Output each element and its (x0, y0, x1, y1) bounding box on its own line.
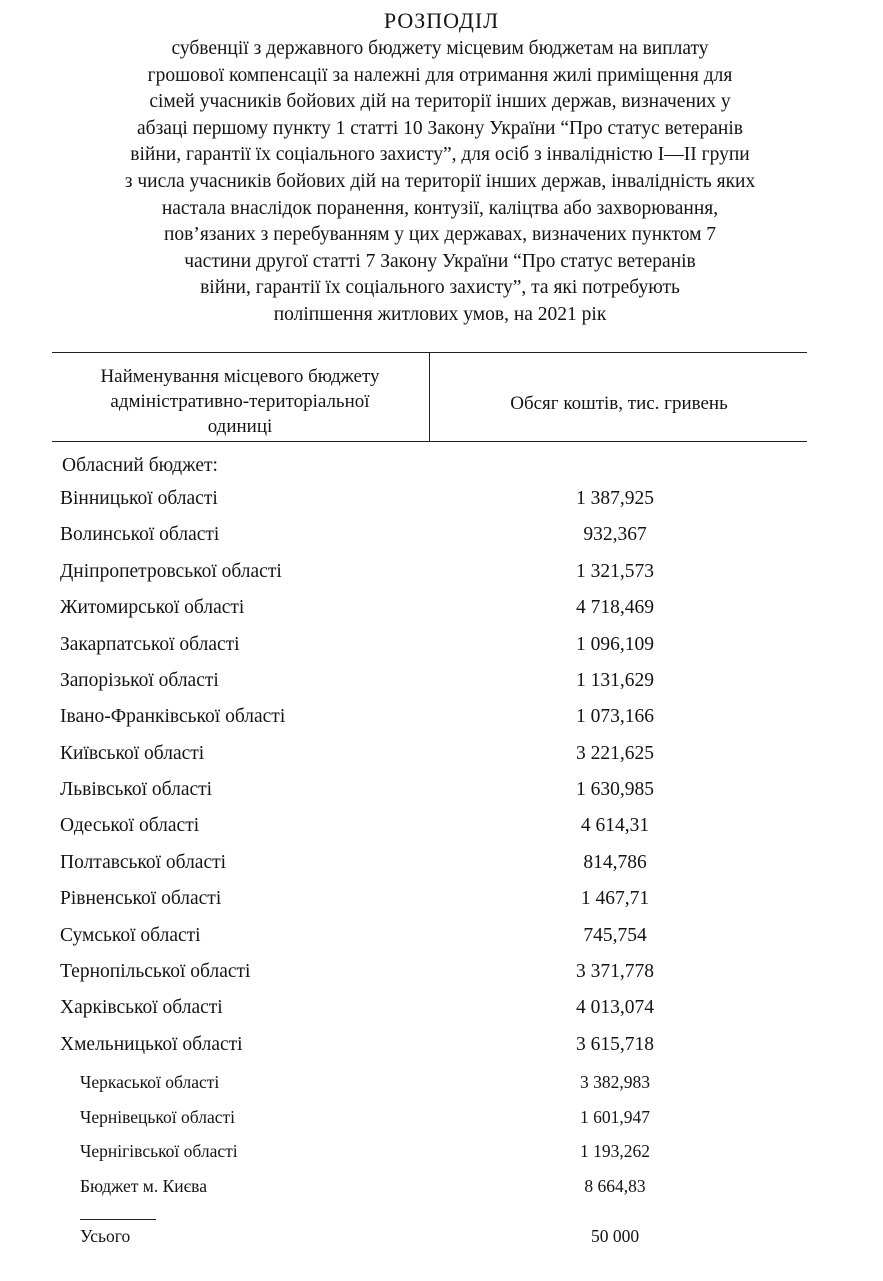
row-name: Черкаської області (80, 1072, 220, 1092)
subtitle-line: війни, гарантії їх соціального захисту”, та які потребують (200, 277, 680, 299)
subtitle-line: поліпшення житлових умов, на 2021 рік (273, 303, 607, 325)
table-row (0, 634, 883, 670)
row-name: Івано-Франківської області (60, 706, 286, 727)
column-header-budget-name (60, 364, 420, 439)
row-name: Київської області (60, 743, 205, 764)
table-row (0, 670, 883, 706)
row-name: Сумської області (60, 925, 201, 946)
document-subtitle (40, 36, 840, 329)
table-row (0, 925, 883, 961)
row-value: 1 073,166 (576, 706, 654, 727)
table-row (0, 815, 883, 851)
subtitle-line: субвенції з державного бюджету місцевим бюджетам на виплату (171, 38, 709, 59)
table-row (0, 852, 883, 888)
row-value: 1 096,109 (576, 634, 654, 655)
row-name: Тернопільської області (60, 961, 251, 982)
total-value: 50 000 (590, 1226, 640, 1246)
row-name: Бюджет м. Києва (80, 1176, 207, 1196)
row-value: 745,754 (583, 925, 647, 946)
row-name: Вінницької області (60, 488, 218, 509)
subtitle-line: частини другої статті 7 Закону України “Про статус ветеранів (184, 250, 696, 272)
row-value: 4 013,074 (576, 997, 654, 1018)
row-value: 3 382,983 (580, 1072, 650, 1092)
column-header-line: адміністративно-територіальної (110, 391, 370, 412)
table-header-divider (429, 352, 430, 442)
row-name: Житомирської області (60, 597, 245, 618)
table-row (0, 1176, 883, 1212)
column-header-amount: Обсяг коштів, тис. гривень (510, 393, 728, 414)
row-name: Рівненської області (60, 888, 222, 909)
table-row (0, 888, 883, 924)
subtitle-line: абзаці першому пункту 1 статті 10 Закону України “Про статус ветеранів (137, 117, 743, 139)
table-row (0, 743, 883, 779)
subtitle-line: сімей учасників бойових дій на території інших держав, визначених у (149, 91, 731, 113)
table-row (0, 779, 883, 815)
row-name: Львівської області (60, 779, 213, 800)
row-name: Полтавської області (60, 852, 227, 873)
row-value: 1 601,947 (580, 1107, 650, 1127)
row-value: 1 321,573 (576, 561, 654, 582)
row-name: Чернігівської області (80, 1141, 238, 1161)
table-row (0, 561, 883, 597)
subtitle-line: війни, гарантії їх соціального захисту”, для осіб з інвалідністю I—II групи (130, 144, 750, 166)
section-label-oblast-budget: Обласний бюджет: (62, 455, 218, 476)
subtitle-line: грошової компенсації за належні для отримання жилі приміщення для (147, 64, 733, 86)
subtitle-line: настала внаслідок поранення, контузії, каліцтва або захворювання, (161, 197, 719, 219)
row-value: 3 615,718 (576, 1034, 654, 1055)
row-value: 3 371,778 (576, 961, 654, 982)
table-row (0, 1141, 883, 1177)
subtitle-line: з числа учасників бойових дій на території інших держав, інвалідність яких (124, 170, 756, 192)
table-row (0, 1072, 883, 1108)
column-header-line: Найменування місцевого бюджету (100, 366, 380, 387)
table-row (0, 524, 883, 560)
row-value: 814,786 (583, 852, 647, 873)
row-name: Чернівецької області (80, 1107, 235, 1127)
table-row (0, 706, 883, 742)
row-value: 1 193,262 (580, 1141, 650, 1161)
table-row (0, 488, 883, 524)
total-row (0, 1226, 883, 1262)
table-row (0, 1034, 883, 1070)
row-value: 1 467,71 (580, 888, 650, 909)
subtitle-line: пов’язаних з перебуванням у цих державах, визначених пунктом 7 (163, 224, 717, 246)
row-value: 1 630,985 (576, 779, 654, 800)
row-value: 932,367 (583, 524, 647, 545)
column-header-line: одиниці (207, 416, 273, 437)
row-name: Хмельницької області (60, 1034, 243, 1055)
document-title: РОЗПОДІЛ (383, 8, 500, 33)
row-value: 1 131,629 (576, 670, 654, 691)
table-row (0, 961, 883, 997)
row-value: 4 614,31 (580, 815, 650, 836)
total-label: Усього (80, 1226, 131, 1246)
row-name: Волинської області (60, 524, 220, 545)
row-value: 4 718,469 (576, 597, 654, 618)
total-separator-rule (80, 1219, 156, 1220)
table-row (0, 997, 883, 1033)
row-name: Одеської області (60, 815, 200, 836)
row-name: Харківської області (60, 997, 223, 1018)
row-name: Дніпропетровської області (60, 561, 282, 582)
row-value: 3 221,625 (576, 743, 654, 764)
table-row (0, 597, 883, 633)
row-value: 1 387,925 (576, 488, 654, 509)
row-name: Закарпатської області (60, 634, 240, 655)
table-row (0, 1107, 883, 1143)
row-value: 8 664,83 (584, 1176, 646, 1196)
row-name: Запорізької області (60, 670, 219, 691)
